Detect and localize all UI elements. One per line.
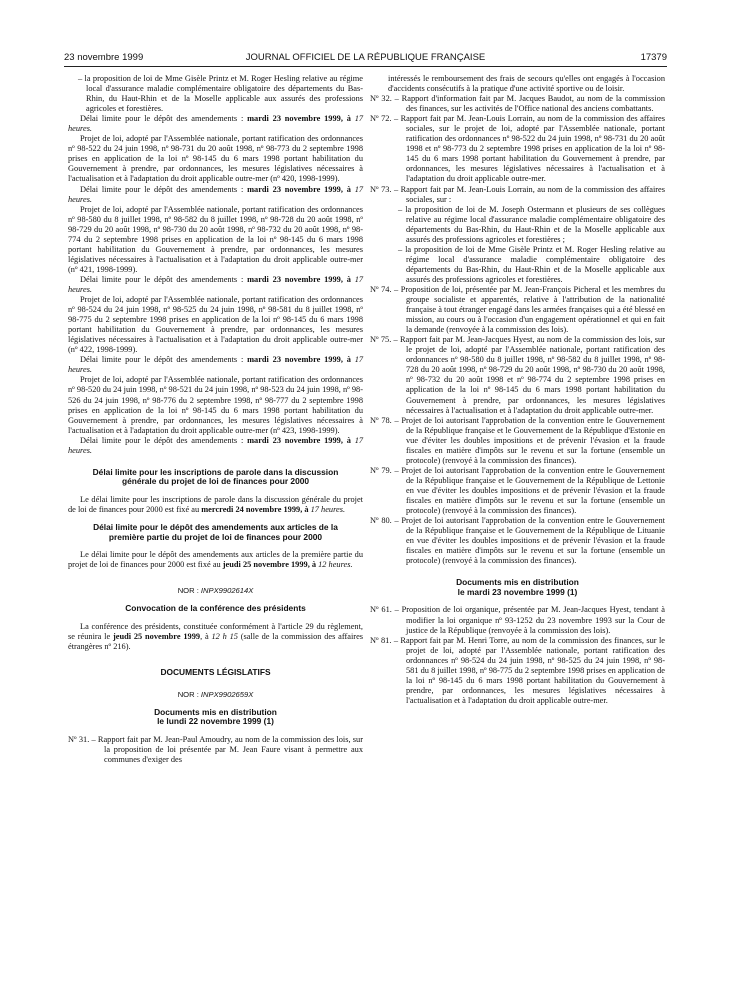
document-73-bullet-1: – la proposition de loi de M. Joseph Ostermann et plusieurs de ses collègues relative au régime local d'assurance maladie complémentaire obligatoire des départements du Bas-Rhin, du Haut-Rhin et de la Moselle applicable aux assurés des professions agricoles et forestières ;: [398, 204, 665, 244]
distribution-heading-tuesday: Documents mis en distribution: [456, 577, 579, 588]
amendements-text: Le délai limite pour le dépôt des amendements aux articles de la première partie du projet de loi de finances pour 2000 est fixé au jeudi 25 novembre 1999, à 12 heures.: [68, 550, 363, 570]
bullet-proposition: – la proposition de loi de Mme Gisèle Printz et M. Roger Hesling relative au régime local d'assurance maladie complémentaire obligatoire des départements du Bas-Rhin, du Haut-Rhin et de la Moselle applicable aux assurés des professions agricoles et forestières.: [78, 74, 363, 114]
distribution-heading-monday: Documents mis en distribution: [154, 706, 277, 717]
bill-paragraph-1: Projet de loi, adopté par l'Assemblée nationale, portant ratification des ordonnances nº 98-522 du 24 juin 1998, nº 98-731 du 20 août 1998, nº 98-773 du 2 septembre 1998 prises en application de la loi nº 98-145 du 6 mars 1998 portant habilitation du Gouvernement à prendre, par ordonnances, les mesures législatives nécessaires à l'actualisation et à l'adaptation du droit applicable outre-mer (nº 420, 1998-1999).: [68, 134, 363, 184]
left-column: [68, 74, 363, 765]
document-75: Nº 75. – Rapport fait par M. Jean-Jacques Hyest, au nom de la commission des lois, sur le projet de loi, adopté par l'Assemblée nationale, portant ratification des ordonnances nº 98-580 du 8 juillet 1998, nº 98-582 du 8 juillet 1998, nº 98-728 du 20 août 1998, nº 98-729 du 20 août 1998, nº 98-730 du 20 août 1998, nº 98-732 du 20 août 1998 et nº 98-774 du 2 septembre 1998 prises en application de la loi nº 98-145 du 6 mars 1998 portant habilitation du Gouvernement à prendre, par ordonnances, les mesures législatives nécessaires à l'actualisation et à l'adaptation du droit applicable outre-mer.: [370, 335, 665, 415]
document-32: Nº 32. – Rapport d'information fait par M. Jacques Baudot, au nom de la commission des finances, sur les activités de l'Office national des anciens combattants.: [370, 94, 665, 114]
header-page-number: 17379: [640, 52, 667, 63]
document-61: Nº 61. – Proposition de loi organique, présentée par M. Jean-Jacques Hyest, tendant à modifier la loi organique nº 93-1252 du 23 novembre 1993 sur la Cour de justice de la République (renvoyée à la commission des lois).: [370, 605, 665, 635]
distribution-date-monday: le lundi 22 novembre 1999 (1): [157, 716, 274, 727]
document-74: Nº 74. – Proposition de loi, présentée par M. Jean-François Picheral et les membres du groupe socialiste et apparentés, relative à l'attribution de la nationalité française à tout étranger engagé dans les armées françaises qui a été blessé en mission, au cours ou à l'occasion d'un engagement opérationnel et qui en fait la demande (renvoyée à la commission des lois).: [370, 284, 665, 335]
nor-reference-1: NOR : INPX9902614X: [177, 586, 254, 596]
document-31-continued: intéressés le remboursement des frais de secours qu'elles ont engagés à l'occasion d'accidents consécutifs à la pratique d'une activité sportive ou de loisir.: [388, 74, 665, 94]
header-journal-title: JOURNAL OFFICIEL DE LA RÉPUBLIQUE FRANÇAISE: [245, 52, 486, 63]
document-80: Nº 80. – Projet de loi autorisant l'approbation de la convention entre le Gouvernement de la République française et le Gouvernement de la République de Lituanie en vue d'éviter les doubles impositions et de prévenir l'évasion et la fraude fiscales en matière d'impôts sur le revenu et sur la fortune (ensemble un protocole) (renvoyé à la commission des finances).: [370, 516, 665, 566]
conference-text: La conférence des présidents, constituée conformément à l'article 29 du règlement, se réunira le jeudi 25 novembre 1999, à 12 h 15 (salle de la commission des affaires étrangères nº 216).: [68, 621, 364, 652]
bill-paragraph-2: Projet de loi, adopté par l'Assemblée nationale, portant ratification des ordonnances nº 98-580 du 8 juillet 1998, nº 98-582 du 8 juillet 1998, nº 98-728 du 20 août 1998, nº 98-729 du 20 août 1998, nº 98-730 du 20 août 1998, nº 98-732 du 20 août 1998, nº 98-774 du 2 septembre 1998 prises en application de la loi nº 98-145 du 6 mars 1998 portant habilitation du Gouvernement à prendre, par ordonnances, les mesures législatives nécessaires à l'actualisation et à l'adaptation du droit applicable outre-mer (nº 421, 1998-1999).: [68, 204, 363, 274]
right-column: [370, 74, 665, 706]
section-heading-inscriptions: Délai limite pour les inscriptions de parole dans la discussion générale du projet de loi de finances pour 2000: [92, 466, 339, 487]
deadline-3: Délai limite pour le dépôt des amendements : mardi 23 novembre 1999, à 17 heures.: [68, 274, 364, 294]
deadline-4: Délai limite pour le dépôt des amendements : mardi 23 novembre 1999, à 17 heures.: [68, 355, 364, 375]
document-31: Nº 31. – Rapport fait par M. Jean-Paul Amoudry, au nom de la commission des lois, sur la proposition de loi présentée par M. Jean Faure visant à permettre aux communes d'exiger des: [68, 734, 363, 765]
header-date: 23 novembre 1999: [64, 52, 144, 63]
document-79: Nº 79. – Projet de loi autorisant l'approbation de la convention entre le Gouvernement de la République française et le Gouvernement de la République de Lettonie en vue d'éviter les doubles impositions et de prévenir l'évasion et la fraude fiscales en matière d'impôts sur le revenu et sur la fortune (ensemble un protocole) (renvoyé à la commission des finances).: [370, 465, 665, 516]
bill-paragraph-4: Projet de loi, adopté par l'Assemblée nationale, portant ratification des ordonnances nº 98-520 du 24 juin 1998, nº 98-521 du 24 juin 1998, nº 98-523 du 24 juin 1998, nº 98-526 du 24 juin 1998, nº 98-776 du 2 septembre 1998, nº 98-777 du 2 septembre 1998 prises en application de la loi nº 98-145 du 6 mars 1998 portant habilitation du Gouvernement à prendre, par ordonnances, les mesures législatives nécessaires à l'actualisation et à l'adaptation du droit applicable outre-mer (nº 423, 1998-1999).: [68, 375, 363, 435]
document-73-bullet-2: – la proposition de loi de Mme Gisèle Printz et M. Roger Hesling relative au régime local d'assurance maladie complémentaire obligatoire des départements du Bas-Rhin, du Haut-Rhin et de la Moselle applicable aux assurés des professions agricoles et forestières.: [398, 244, 665, 284]
deadline-5: Délai limite pour le dépôt des amendements : mardi 23 novembre 1999, à 17 heures.: [68, 435, 364, 455]
deadline-1: Délai limite pour le dépôt des amendements : mardi 23 novembre 1999, à 17 heures.: [68, 114, 364, 134]
distribution-date-tuesday: le mardi 23 novembre 1999 (1): [457, 586, 578, 597]
document-72: Nº 72. – Rapport fait par M. Jean-Louis Lorrain, au nom de la commission des affaires sociales, sur le projet de loi, adopté par l'Assemblée nationale, portant ratification des ordonnances nº 98-522 du 24 juin 1998, nº 98-731 du 20 août 1998 et nº 98-773 du 2 septembre 1998 prises en application de la loi nº 98-145 du 6 mars 1998 portant habilitation du Gouvernement à prendre, par ordonnances, les mesures législatives nécessaires à l'actualisation et à l'adaptation du droit applicable outre-mer.: [370, 114, 665, 184]
nor-reference-2: NOR : INPX9902659X: [177, 689, 254, 699]
deadline-2: Délai limite pour le dépôt des amendements : mardi 23 novembre 1999, à 17 heures.: [68, 184, 364, 204]
section-heading-amendements: Délai limite pour le dépôt des amendements aux articles de la première partie du projet de loi de finances pour 2000: [93, 522, 338, 542]
document-81: Nº 81. – Rapport fait par M. Henri Torre, au nom de la commission des finances, sur le projet de loi, adopté par l'Assemblée nationale, portant ratification des ordonnances nº 98-524 du 24 juin 1998, nº 98-525 du 24 juin 1998, nº 98-581 du 8 juillet 1998, nº 98-775 du 2 septembre 1998 prises en application de la loi nº 98-145 du 6 mars 1998 portant habilitation du Gouvernement à prendre, par ordonnances, les mesures législatives nécessaires à l'actualisation et à l'adaptation du droit applicable outre-mer.: [370, 635, 665, 705]
bill-paragraph-3: Projet de loi, adopté par l'Assemblée nationale, portant ratification des ordonnances nº 98-524 du 24 juin 1998, nº 98-525 du 24 juin 1998, nº 98-581 du 8 juillet 1998, nº 98-775 du 2 septembre 1998 prises en application de la loi nº 98-145 du 6 mars 1998 portant habilitation du Gouvernement à prendre, par ordonnances, les mesures législatives nécessaires à l'actualisation et à l'adaptation du droit applicable outre-mer (nº 422, 1998-1999).: [68, 295, 363, 355]
document-78: Nº 78. – Projet de loi autorisant l'approbation de la convention entre le Gouvernement de la République française et le Gouvernement de la République d'Estonie en vue d'éviter les doubles impositions et de prévenir l'évasion et la fraude fiscales en matière d'impôts sur le revenu et sur la fortune (ensemble un protocole) (renvoyé à la commission des finances).: [370, 415, 665, 465]
page-header: [64, 52, 667, 67]
inscriptions-text: Le délai limite pour les inscriptions de parole dans la discussion générale du projet de loi de finances pour 2000 est fixé au mercredi 24 novembre 1999, à 17 heures.: [68, 494, 363, 515]
document-73: Nº 73. – Rapport fait par M. Jean-Louis Lorrain, au nom de la commission des affaires sociales, sur :: [370, 184, 665, 204]
section-heading-documents: DOCUMENTS LÉGISLATIFS: [160, 667, 271, 678]
section-heading-conference: Convocation de la conférence des présidents: [125, 603, 306, 614]
